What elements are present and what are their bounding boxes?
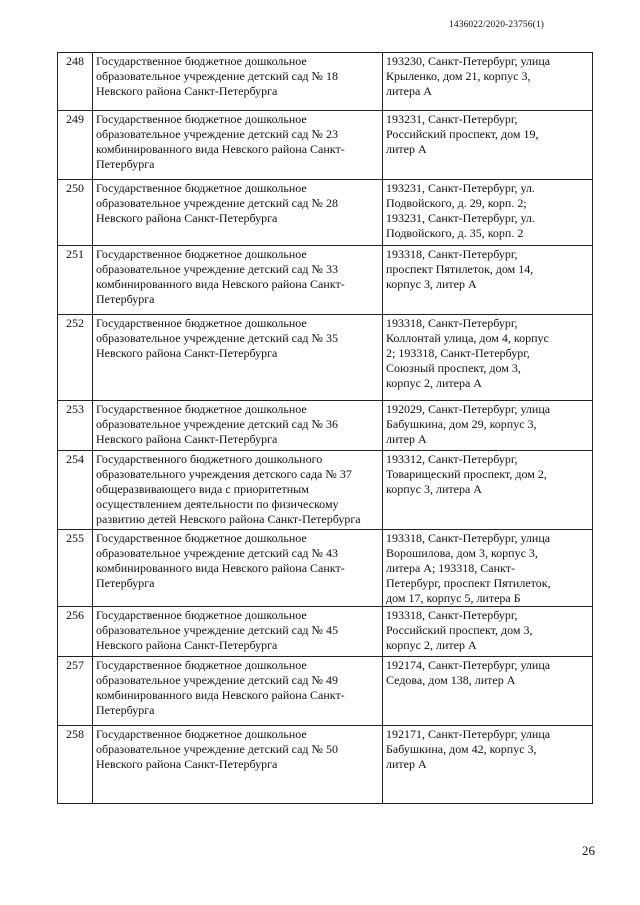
institution-address: 192174, Санкт-Петербург, улица Седова, дом 138, литер А <box>383 657 593 726</box>
institution-name: Государственное бюджетное дошкольное образовательное учреждение детский сад № 33 комбинированного вида Невского района Санкт- Петербурга <box>93 246 383 315</box>
institution-address: 193231, Санкт-Петербург, ул. Подвойского, д. 29, корп. 2; 193231, Санкт-Петербург, ул. Подвойского, д. 35, корп. 2 <box>383 180 593 246</box>
institution-name: Государственное бюджетное дошкольное образовательное учреждение детский сад № 43 комбинированного вида Невского района Санкт- Петербурга <box>93 530 383 607</box>
institution-address: 193318, Санкт-Петербург, Российский проспект, дом 3, корпус 2, литер А <box>383 607 593 657</box>
institution-name: Государственное бюджетное дошкольное образовательное учреждение детский сад № 18 Невского района Санкт-Петербурга <box>93 53 383 111</box>
institution-name: Государственное бюджетное дошкольное образовательное учреждение детский сад № 45 Невского района Санкт-Петербурга <box>93 607 383 657</box>
table-row <box>58 530 593 607</box>
page-number: 26 <box>582 843 595 858</box>
table-row <box>58 180 593 246</box>
table-row <box>58 607 593 657</box>
institution-name: Государственное бюджетное дошкольное образовательное учреждение детский сад № 49 комбинированного вида Невского района Санкт- Петербурга <box>93 657 383 726</box>
institution-address: 193318, Санкт-Петербург, улица Ворошилова, дом 3, корпус 3, литера А; 193318, Санкт- Петербург, проспект Пятилеток, дом 17, корпус 5, литера Б <box>383 530 593 607</box>
institution-name: Государственное бюджетное дошкольное образовательное учреждение детский сад № 36 Невского района Санкт-Петербурга <box>93 401 383 451</box>
document-id: 1436022/2020-23756(1) <box>449 20 544 30</box>
row-number: 258 <box>58 726 93 804</box>
row-number: 257 <box>58 657 93 726</box>
registry-table <box>57 52 593 804</box>
institution-name: Государственное бюджетное дошкольное образовательное учреждение детский сад № 50 Невского района Санкт-Петербурга <box>93 726 383 804</box>
table-row <box>58 726 593 804</box>
row-number: 251 <box>58 246 93 315</box>
institution-name: Государственное бюджетное дошкольное образовательное учреждение детский сад № 23 комбинированного вида Невского района Санкт- Петербурга <box>93 111 383 180</box>
institution-address: 193318, Санкт-Петербург, Коллонтай улица, дом 4, корпус 2; 193318, Санкт-Петербург, Союзный проспект, дом 3, корпус 2, литера А <box>383 315 593 401</box>
table-row <box>58 451 593 530</box>
institution-name: Государственное бюджетное дошкольное образовательное учреждение детский сад № 35 Невского района Санкт-Петербурга <box>93 315 383 401</box>
institution-address: 192029, Санкт-Петербург, улица Бабушкина, дом 29, корпус 3, литер А <box>383 401 593 451</box>
institution-name: Государственное бюджетное дошкольное образовательное учреждение детский сад № 28 Невского района Санкт-Петербурга <box>93 180 383 246</box>
row-number: 253 <box>58 401 93 451</box>
row-number: 252 <box>58 315 93 401</box>
table-row <box>58 401 593 451</box>
institution-name: Государственного бюджетного дошкольного образовательного учреждения детского сада № 37 общеразвивающего вида с приоритетным осуществлением деятельности по физическому развитию детей Невского района Санкт-Петербурга <box>93 451 383 530</box>
row-number: 249 <box>58 111 93 180</box>
row-number: 255 <box>58 530 93 607</box>
institution-address: 193230, Санкт-Петербург, улица Крыленко, дом 21, корпус 3, литера А <box>383 53 593 111</box>
row-number: 250 <box>58 180 93 246</box>
table-row <box>58 53 593 111</box>
institution-address: 193312, Санкт-Петербург, Товарищеский проспект, дом 2, корпус 3, литера А <box>383 451 593 530</box>
table-row <box>58 246 593 315</box>
institution-address: 193231, Санкт-Петербург, Российский проспект, дом 19, литер А <box>383 111 593 180</box>
table-row <box>58 657 593 726</box>
institution-address: 192171, Санкт-Петербург, улица Бабушкина, дом 42, корпус 3, литер А <box>383 726 593 804</box>
table-row <box>58 111 593 180</box>
row-number: 256 <box>58 607 93 657</box>
table-row <box>58 315 593 401</box>
row-number: 248 <box>58 53 93 111</box>
institution-address: 193318, Санкт-Петербург, проспект Пятилеток, дом 14, корпус 3, литер А <box>383 246 593 315</box>
row-number: 254 <box>58 451 93 530</box>
